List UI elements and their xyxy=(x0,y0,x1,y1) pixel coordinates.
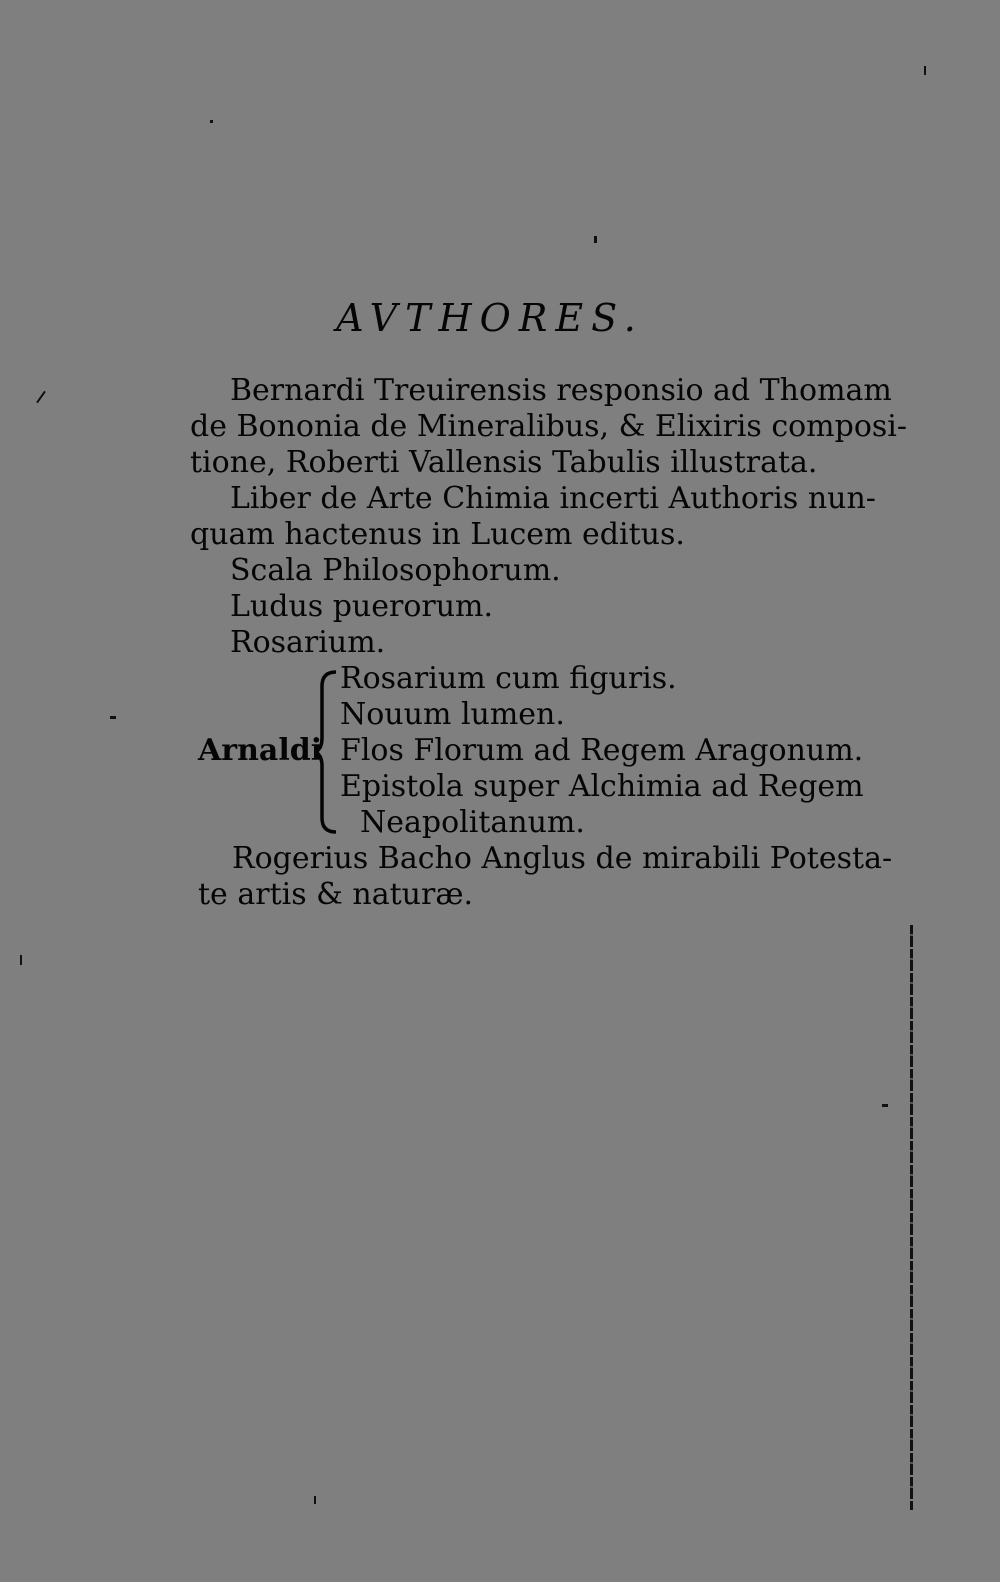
print-speck xyxy=(110,716,116,719)
arnaldi-work: Flos Florum ad Regem Aragonum. xyxy=(340,733,864,768)
print-speck xyxy=(924,66,926,75)
arnaldi-work: Rosarium cum figuris. xyxy=(340,661,677,696)
print-speck xyxy=(882,1104,888,1107)
curly-brace-icon xyxy=(316,668,340,836)
closing-line: Rogerius Bacho Anglus de mirabili Potesta- xyxy=(232,841,893,876)
entry-line: Scala Philosophorum. xyxy=(230,553,561,588)
print-speck xyxy=(36,391,46,404)
entry-line: Ludus puerorum. xyxy=(230,589,494,624)
arnaldi-work: Nouum lumen. xyxy=(340,697,565,732)
print-speck xyxy=(314,1496,316,1504)
entry-line: Bernardi Treuirensis responsio ad Thomam xyxy=(230,373,892,408)
print-speck xyxy=(594,236,597,243)
arnaldi-label: Arnaldi xyxy=(198,733,323,768)
page-edge-rule xyxy=(910,925,913,1510)
entry-line: quam hactenus in Lucem editus. xyxy=(190,517,685,552)
page-heading: AVTHORES. xyxy=(336,296,644,340)
arnaldi-work: Neapolitanum. xyxy=(360,805,585,840)
entry-line: tione, Roberti Vallensis Tabulis illustrata. xyxy=(190,445,818,480)
entry-line: de Bononia de Mineralibus, & Elixiris composi- xyxy=(190,409,908,444)
print-speck xyxy=(20,955,22,965)
print-speck xyxy=(210,120,213,123)
closing-line: te artis & naturæ. xyxy=(198,877,474,912)
entry-line: Rosarium. xyxy=(230,625,386,660)
arnaldi-work: Epistola super Alchimia ad Regem xyxy=(340,769,864,804)
entry-line: Liber de Arte Chimia incerti Authoris nun- xyxy=(230,481,876,516)
